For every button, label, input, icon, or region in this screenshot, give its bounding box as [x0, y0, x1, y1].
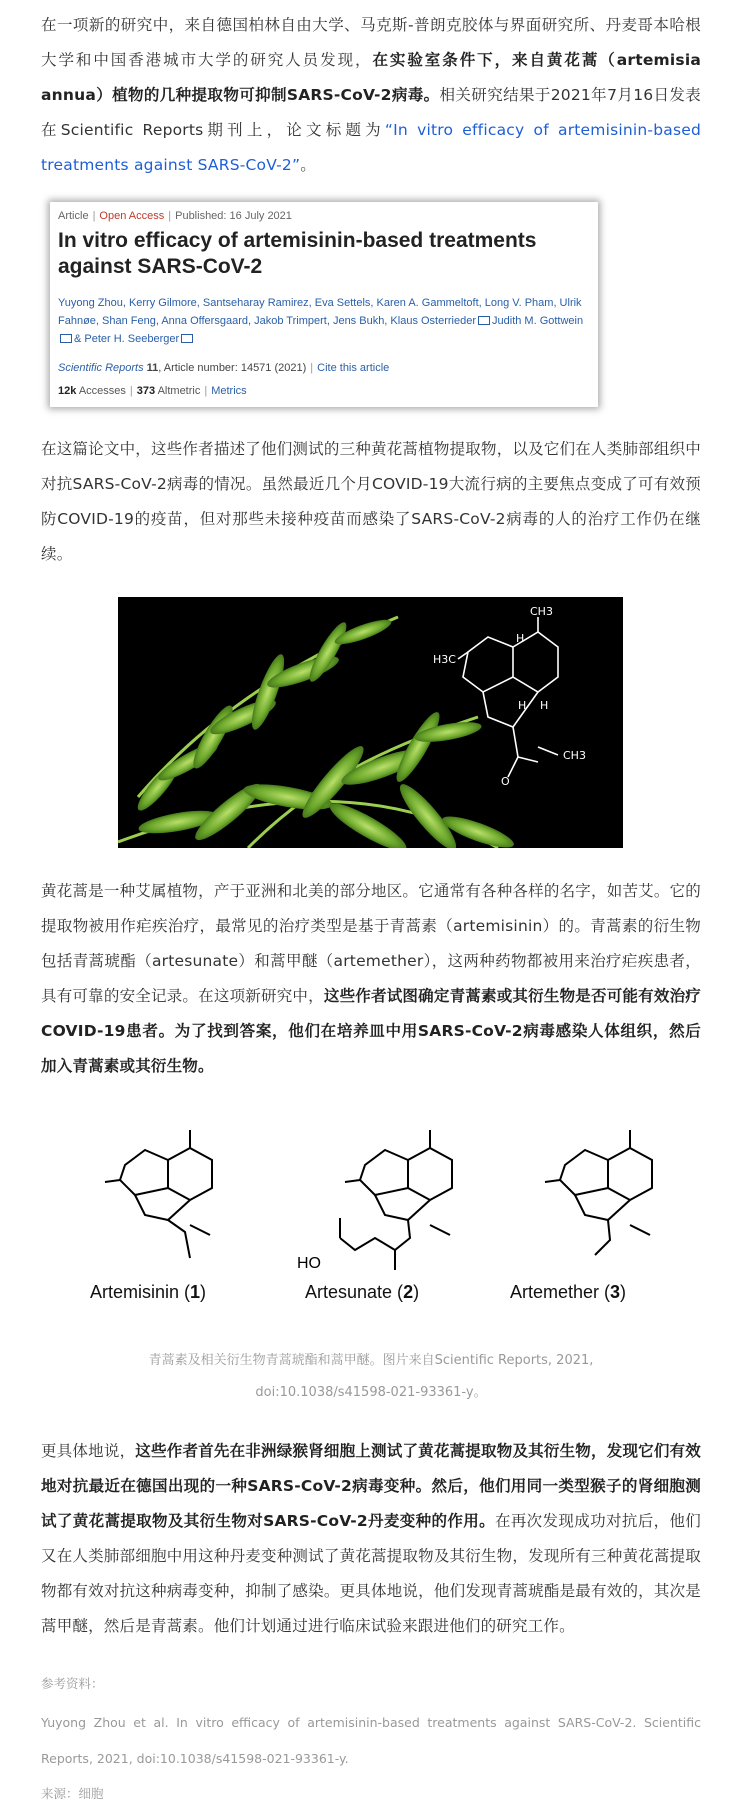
h3c-label: H3C [433, 653, 456, 666]
ch3-label-right: CH3 [563, 749, 586, 762]
artemisinin-structure [105, 1130, 212, 1258]
references-label: 参考资料： [41, 1676, 104, 1691]
published-date: Published: 16 July 2021 [175, 210, 292, 222]
artemisinin-molecule [458, 617, 558, 777]
svg-text:H: H [518, 699, 527, 712]
structure-drawings [80, 1110, 660, 1280]
paragraph-2: 在这篇论文中，这些作者描述了他们测试的三种黄花蒿植物提取物，以及它们在人类肺部组织中对抗SARS-CoV-2病毒的情况。虽然最近几个月COVID-19大流行病的主要焦点变成了可有效预防COVID-19的疫苗，但对那些未接种疫苗而感染了SARS-CoV-2病毒的人的治疗工作仍在继续。 [41, 440, 701, 563]
intro-paragraph: 在一项新的研究中，来自德国柏林自由大学、马克斯-普朗克胶体与界面研究所、丹麦哥本哈根大学和中国香港城市大学的研究人员发现，在实验室条件下，来自黄花蒿（artemisia annua）植物的几种提取物可抑制SARS-CoV-2病毒。相关研究结果于2021年7月16日发表在Scientific Reports期刊上，论文标题为“In vitro efficacy of artemisinin-based treatments against SARS-CoV-2”。 [41, 16, 701, 174]
source-line: 来源：细胞 [41, 1786, 104, 1801]
paragraph-4-bold: 这些作者首先在非洲绿猴肾细胞上测试了黄花蒿提取物及其衍生物，发现它们有效地对抗最近在德国出现的一种SARS-CoV-2病毒变种。然后，他们用同一类型猴子的肾细胞测试了黄花蒿提取物及其衍生物对SARS-CoV-2丹麦变种的作用。 [41, 1442, 702, 1530]
ho-label: HO [297, 1255, 321, 1272]
article-header-image [50, 202, 598, 407]
journal-info: Scientific Reports 11, Article number: 14571 (2021) | Cite this article [58, 362, 390, 374]
figure-caption: 青蒿素及相关衍生物青蒿琥酯和蒿甲醚。图片来自Scientific Reports, 2021, doi:10.1038/s41598-021-93361-y。 [148, 1353, 594, 1400]
ch3-label: CH3 [530, 605, 553, 618]
plant-illustration [118, 597, 623, 848]
artemisia-plant-photo [118, 597, 623, 848]
email-icon [60, 334, 72, 343]
email-icon [181, 334, 193, 343]
structure-label-1: Artemisinin (1) [90, 1282, 207, 1302]
intro-bold-text: 在实验室条件下，来自黄花蒿（artemisia annua）植物的几种提取物可抑制SARS-CoV-2病毒。 [41, 51, 701, 104]
svg-text:H: H [540, 699, 549, 712]
artemether-structure [545, 1130, 652, 1255]
artesunate-structure [340, 1130, 452, 1270]
paragraph-4: 更具体地说，这些作者首先在非洲绿猴肾细胞上测试了黄花蒿提取物及其衍生物，发现它们有效地对抗最近在德国出现的一种SARS-CoV-2病毒变种。然后，他们用同一类型猴子的肾细胞测试了黄花蒿提取物及其衍生物对SARS-CoV-2丹麦变种的作用。在再次发现成功对抗后，他们又在人类肺部细胞中用这种丹麦变种测试了黄花蒿提取物及其衍生物，发现所有三种黄花蒿提取物都有效对抗这种病毒变种，抑制了感染。更具体地说，他们发现青蒿琥酯是最有效的，其次是蒿甲醚，然后是青蒿素。他们计划通过进行临床试验来跟进他们的研究工作。 [41, 1442, 702, 1635]
article-title: In vitro efficacy of artemisinin-based treatments against SARS-CoV-2 [58, 229, 537, 278]
article-stats: 12k Accesses | 373 Altmetric | Metrics [58, 385, 247, 397]
article-type: Article [58, 210, 89, 222]
paper-title-link[interactable]: “In vitro efficacy of artemisinin-based treatments against SARS-CoV-2” [41, 121, 701, 174]
svg-text:O: O [501, 775, 510, 788]
structure-label-3: Artemether (3) [510, 1282, 627, 1302]
email-icon [478, 316, 490, 325]
paragraph-3-bold: 这些作者试图确定青蒿素或其衍生物是否可能有效治疗COVID-19患者。为了找到答案，他们在培养皿中用SARS-CoV-2病毒感染人体组织，然后加入青蒿素或其衍生物。 [41, 987, 701, 1075]
journal-name: Scientific Reports [58, 362, 144, 374]
paragraph-3: 黄花蒿是一种艾属植物，产于亚洲和北美的部分地区。它通常有各种各样的名字，如苦艾。它的提取物被用作疟疾治疗，最常见的治疗类型是基于青蒿素（artemisinin）的。青蒿素的衍生物包括青蒿琥酯（artesunate）和蒿甲醚（artemether），这两种药物都被用来治疗疟疾患者，具有可靠的安全记录。在这项新研究中，这些作者试图确定青蒿素或其衍生物是否可能有效治疗COVID-19患者。为了找到答案，他们在培养皿中用SARS-CoV-2病毒感染人体组织，然后加入青蒿素或其衍生物。 [41, 882, 701, 1075]
cite-link: Cite this article [317, 362, 390, 374]
structure-label-2: Artesunate (2) [305, 1282, 420, 1302]
chemical-structures-figure [80, 1110, 660, 1320]
open-access-badge: Open Access [99, 210, 165, 222]
intro-text: 在一项新的研究中，来自德国柏林自由大学、马克斯-普朗克胶体与界面研究所、丹麦哥本哈根大学和中国香港城市大学的研究人员发现， [41, 16, 701, 69]
reference-entry: Yuyong Zhou et al. In vitro efficacy of artemisinin-based treatments against SARS-CoV-2. Scientific Reports, 2021, doi:10.1038/s41598-021-93361-y. [41, 1715, 701, 1766]
author-list: Yuyong Zhou, Kerry Gilmore, Santseharay Ramirez, Eva Settels, Karen A. Gammeltoft, Long V. Pham, Ulrik Fahnøe, Shan Feng, Anna Offersgaard, Jakob Trimpert, Jens Bukh, Klaus Osterrieder Judith M. Gottwein & Peter H. Seeberger [58, 297, 584, 345]
svg-text:H: H [516, 632, 525, 645]
intro-publication-text: 相关研究结果于2021年7月16日发表在Scientific Reports期刊上，论文标题为 [41, 86, 701, 139]
article-meta: Article | Open Access | Published: 16 July 2021 [58, 210, 292, 222]
